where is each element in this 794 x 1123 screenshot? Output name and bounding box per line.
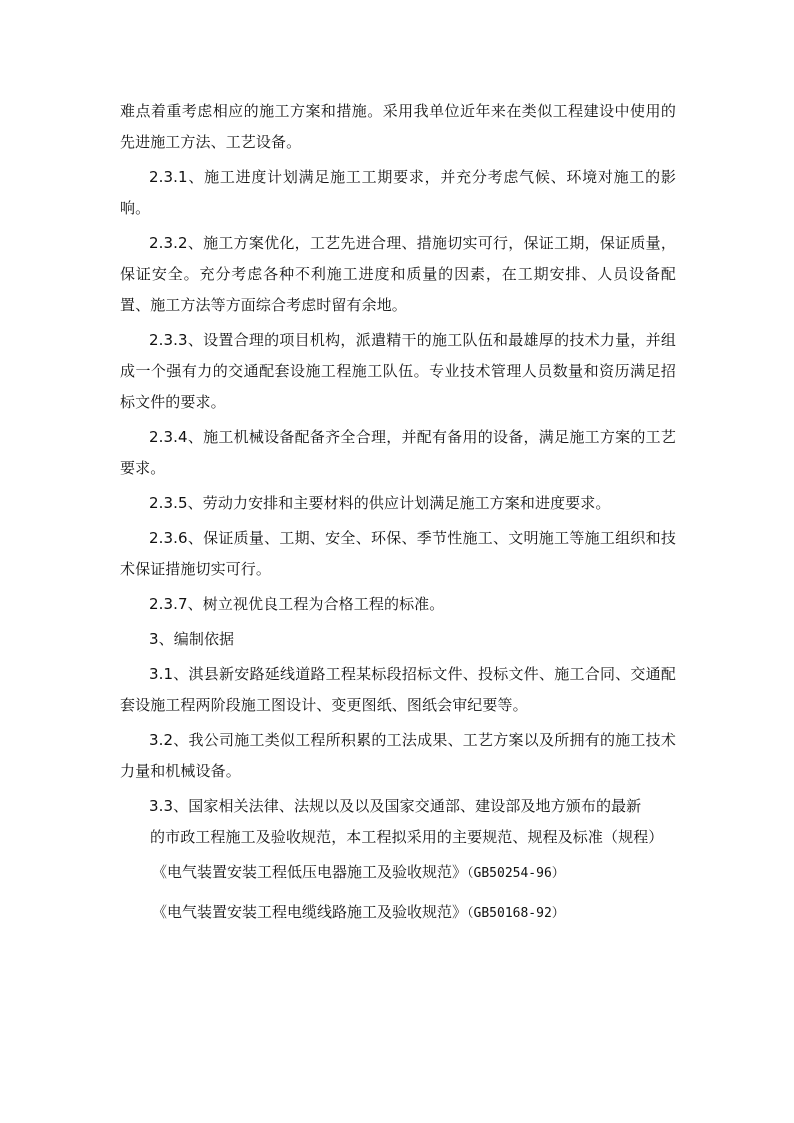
paragraph-2-3-1: 2.3.1、施工进度计划满足施工工期要求，并充分考虑气候、环境对施工的影响。 xyxy=(120,168,676,217)
standard-reference-2 xyxy=(120,897,676,929)
paragraph-2-3-6: 2.3.6、保证质量、工期、安全、环保、季节性施工、文明施工等施工组织和技术保证措施切实可行。 xyxy=(120,529,676,578)
standard-title: 《电气装置安装工程电缆线路施工及验收规范》 xyxy=(152,903,468,921)
paragraph-continuation: 难点着重考虑相应的施工方案和措施。采用我单位近年来在类似工程建设中使用的先进施工方法、工艺设备。 xyxy=(120,102,676,151)
standard-code: （GB50254-96） xyxy=(467,866,565,881)
standard-code: （GB50168-92） xyxy=(467,906,565,921)
paragraph-3-1: 3.1、淇县新安路延线道路工程某标段招标文件、投标文件、施工合同、交通配套设施工程两阶段施工图设计、变更图纸、图纸会审纪要等。 xyxy=(120,665,676,714)
paragraph-2-3-5: 2.3.5、劳动力安排和主要材料的供应计划满足施工方案和进度要求。 xyxy=(149,494,611,512)
standard-reference-1 xyxy=(120,857,676,889)
paragraph-2-3-2: 2.3.2、施工方案优化，工艺先进合理、措施切实可行，保证工期，保证质量，保证安全。充分考虑各种不利施工进度和质量的因素，在工期安排、人员设备配置、施工方法等方面综合考虑时留有余地。 xyxy=(120,234,676,314)
paragraph-2-3-4: 2.3.4、施工机械设备配备齐全合理，并配有备用的设备，满足施工方案的工艺要求。 xyxy=(120,428,676,477)
paragraph-3-2: 3.2、我公司施工类似工程所积累的工法成果、工艺方案以及所拥有的施工技术力量和机械设备。 xyxy=(120,731,676,780)
paragraph-3-3-continued: 的市政工程施工及验收规范，本工程拟采用的主要规范、规程及标准（规程） xyxy=(150,828,664,846)
document-body xyxy=(120,96,676,937)
standard-title: 《电气装置安装工程低压电器施工及验收规范》 xyxy=(152,863,468,881)
paragraph-2-3-7: 2.3.7、树立视优良工程为合格工程的标准。 xyxy=(149,595,445,613)
paragraph-2-3-3: 2.3.3、设置合理的项目机构，派遣精干的施工队伍和最雄厚的技术力量，并组成一个强有力的交通配套设施工程施工队伍。专业技术管理人员数量和资历满足招标文件的要求。 xyxy=(120,331,676,411)
paragraph-3-3: 3.3、国家相关法律、法规以及以及国家交通部、建设部及地方颁布的最新 xyxy=(149,797,642,815)
section-heading-basis: 3、编制依据 xyxy=(149,630,235,648)
